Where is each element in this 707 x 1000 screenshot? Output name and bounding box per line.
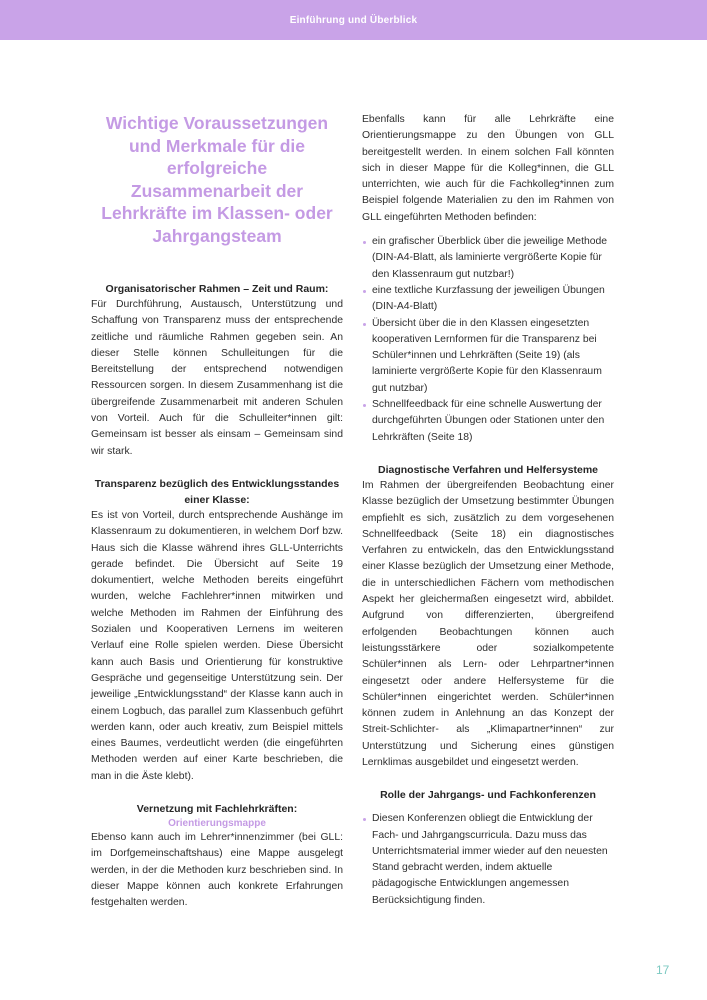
page-title: Wichtige Voraussetzungen und Merkmale für die erfolgreiche Zusammenarbeit der Lehrkräfte im Klassen- oder Jahrgangsteam xyxy=(101,113,333,246)
left-column xyxy=(91,112,343,912)
header-title: Einführung und Überblick xyxy=(289,15,418,26)
intro-text: Ebenfalls kann für alle Lehrkräfte eine Orientierungsmappe zu den Übungen von GLL bereitgestellt werden. In einem solchen Fall könnten sich in dieser Mappe für die Kolleg*innen, die GLL unterrichten, wie auch für die Fachkolleg*innen zum Beispiel folgende Materialien zu den im Rahmen von GLL eingeführten Methoden befinden: xyxy=(362,114,614,223)
list-item: Schnellfeedback für eine schnelle Auswertung der durchgeführten Übungen oder Stationen unter den Lehrkräften (Seite 18) xyxy=(362,397,614,446)
page-number: 17 xyxy=(656,963,670,977)
header-bar xyxy=(0,0,707,40)
section-heading-networking: Vernetzung mit Fachlehrkräften: xyxy=(136,803,298,816)
list-item: eine textliche Kurzfassung der jeweiligen Übungen (DIN-A4-Blatt) xyxy=(362,283,614,316)
section-heading-diagnostics: Diagnostische Verfahren und Helfersysteme xyxy=(378,463,598,476)
section-heading-conferences: Rolle der Jahrgangs- und Fachkonferenzen xyxy=(380,789,596,802)
section-text-diagnostics: Im Rahmen der übergreifenden Beobachtung einer Klasse bezüglich der Umsetzung bestimmter Übungen empfiehlt es sich, zusätzlich zu dem vorgesehenen Schnellfeedback (Seite 18) ein diagnostisches Verfahren zu entwickeln, das den Entwicklungsstand einer Klasse bezüglich der Umsetzung einer Methode, die in unterschiedlichen Fächern vom methodischen Aspekt her gleichermaßen eingesetzt wird, abbildet. Aufgrund von differenzierten, übergreifend erfolgenden Beobachtungen können auch leistungsstärkere oder sozialkompetente Schüler*innen als Lern- oder Lehrpartner*innen eingesetzt oder andere Helfersysteme für die Schüler*innen eingerichtet werden. Schüler*innen können zudem in Anlehnung an das Konzept der Streit-Schlichter- als „Klimapartner*innen“ zur Unterstützung und Sicherung eines günstigen Lernklimas ausgebildet und eingesetzt werden. xyxy=(362,479,614,768)
list-item: Übersicht über die in den Klassen eingesetzten kooperativen Lernformen für die Transparenz bei Schüler*innen und Lehrkräften (Seite 19) (als laminierte vergrößerte Kopie für den Klassenraum gut nutzbar) xyxy=(362,316,614,397)
list-item: Diesen Konferenzen obliegt die Entwicklung der Fach- und Jahrgangscurricula. Dazu muss das Unterrichtsmaterial immer wieder auf den neuesten Stand gebracht werden, indem aktuelle pädagogische Entwicklungen angemessen Berücksichtigung finden. xyxy=(362,811,614,909)
right-column xyxy=(362,112,614,909)
materials-list xyxy=(362,234,614,446)
section-text-networking: Ebenso kann auch im Lehrer*innenzimmer (bei GLL: im Dorfgemeinschaftshaus) eine Mappe ausgelegt werden, in der die Methoden kurz beschrieben sind. In dieser Mappe können auch konkrete Erfahrungen festgehalten werden. xyxy=(91,832,343,909)
section-text-organisation: Für Durchführung, Austausch, Unterstützung und Schaffung von Transparenz muss der entsprechende zeitliche und räumliche Rahmen gegeben sein. An dieser Stelle können Schulleitungen für die Bereitstellung der entsprechend notwendigen Ressourcen sorgen. In diesem Zusammenhang ist die übergreifende Zusammenarbeit mit anderen Schulen von Vorteil. Auch für die Schulleiter*innen gilt: Gemeinsam ist besser als einsam – Gemeinsam sind wir stark. xyxy=(91,299,343,457)
section-subheading-folder: Orientierungsmappe xyxy=(168,818,266,830)
section-heading-organisation: Organisatorischer Rahmen – Zeit und Raum: xyxy=(105,283,329,295)
section-text-transparency: Es ist von Vorteil, durch entsprechende Aushänge im Klassenraum zu dokumentieren, in welchem Dorf bzw. Haus sich die Klasse während ihres GLL-Unterrichts gerade befindet. Die Übersicht auf Seite 19 dokumentiert, welche Methoden bereits eingeführt wurden, welche Fachlehrer*innen mitwirken und welche Methoden im Rahmen der Einführung des Sozialen und Kooperativen Lernens im weiteren Verlauf eine Rolle spielen werden. Diese Übersicht kann auch Basis und Orientierung für konstruktive Gespräche und gegenseitige Unterstützung sein. Der jeweilige „Entwicklungsstand“ der Klasse kann auch in einem Logbuch, das parallel zum Klassenbuch geführt werden kann, oder auch kreativ, zum Beispiel mittels eines Baumes, verdeutlicht werden (die eingeführten Methoden werden auf einer Karte beschrieben, die man in die Äste klebt). xyxy=(91,509,343,782)
list-item: ein grafischer Überblick über die jeweilige Methode (DIN-A4-Blatt, als laminierte vergrößerte Kopie für den Klassenraum gut nutzbar!) xyxy=(362,234,614,283)
conferences-list xyxy=(362,811,614,909)
section-heading-transparency: Transparenz bezüglich des Entwicklungsstandes einer Klasse: xyxy=(94,477,340,506)
